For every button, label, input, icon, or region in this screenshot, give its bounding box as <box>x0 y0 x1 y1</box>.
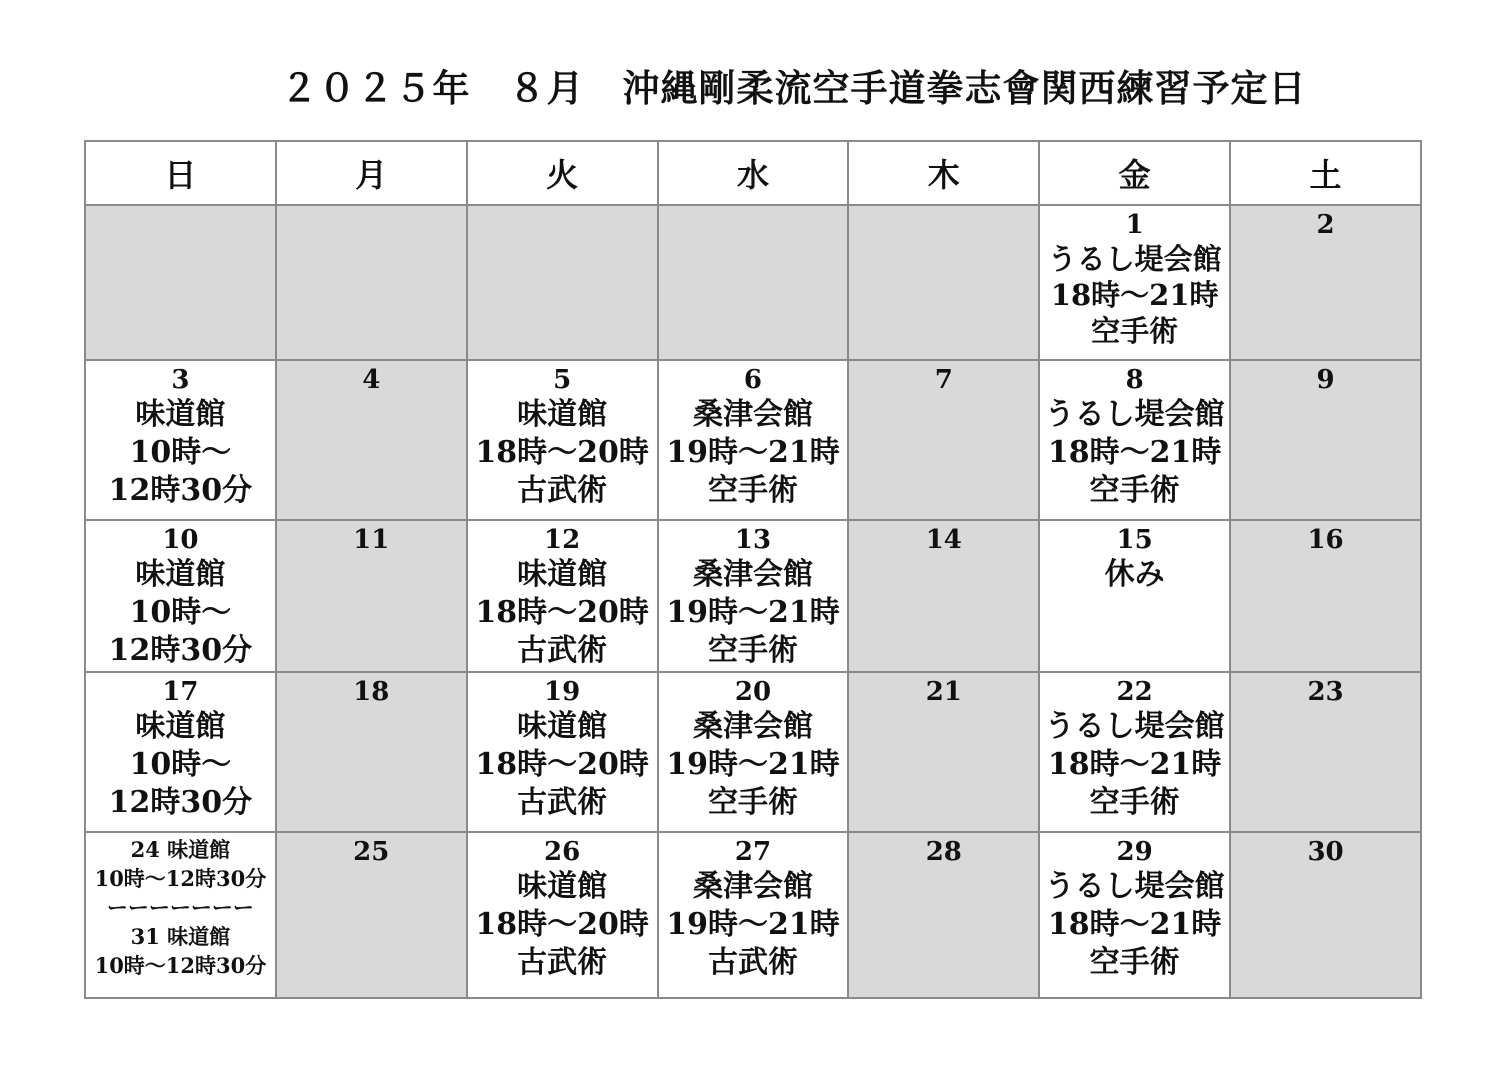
split-entry-line: 10時～12時30分 <box>94 953 267 978</box>
day-number: 8 <box>1125 365 1144 395</box>
day-number: 27 <box>734 837 772 867</box>
day-cell <box>467 520 658 672</box>
day-cell <box>848 360 1039 520</box>
event-line: 19時～21時 <box>666 435 840 470</box>
page-title: ２０２５年 ８月 沖縄剛柔流空手道拳志會関西練習予定日 <box>280 66 1307 110</box>
day-cell <box>848 832 1039 998</box>
day-cell <box>658 205 849 360</box>
event-line: 味道館 <box>517 557 608 592</box>
event-line: 古武術 <box>517 633 608 668</box>
event-line: 桑津会館 <box>692 869 813 904</box>
day-number: 15 <box>1116 525 1153 555</box>
day-number: 29 <box>1116 837 1153 867</box>
day-number: 3 <box>171 365 190 395</box>
day-cell <box>1039 205 1230 360</box>
day-number: 16 <box>1307 525 1344 555</box>
event-line: うるし堤会館 <box>1047 242 1222 276</box>
split-entry-line: ーーーーーーー <box>106 895 254 920</box>
day-number: 13 <box>734 525 772 555</box>
day-cell <box>1230 832 1421 998</box>
weekday-tue: 火 <box>467 141 658 205</box>
day-cell <box>467 672 658 832</box>
event-line: 18時～20時 <box>475 747 649 782</box>
calendar-table <box>84 140 1422 999</box>
week-row <box>85 672 1421 832</box>
event-line: 空手術 <box>707 785 798 820</box>
day-cell <box>848 672 1039 832</box>
day-cell <box>276 520 467 672</box>
day-cell <box>1039 360 1230 520</box>
event-line: 空手術 <box>1089 473 1180 508</box>
split-entry-line: 24 味道館 <box>130 837 231 862</box>
event-line: 12時30分 <box>108 633 253 668</box>
day-number: 7 <box>934 365 953 395</box>
event-line: 12時30分 <box>108 785 253 820</box>
weekday-sat: 土 <box>1230 141 1421 205</box>
day-number: 18 <box>353 677 390 707</box>
day-number: 28 <box>925 837 962 867</box>
event-line: 桑津会館 <box>692 397 813 432</box>
day-number: 5 <box>553 365 572 395</box>
day-number: 4 <box>362 365 381 395</box>
day-number: 11 <box>353 525 390 555</box>
event-line: 古武術 <box>517 945 608 980</box>
day-cell <box>848 205 1039 360</box>
event-line: 18時～20時 <box>475 595 649 630</box>
event-line: 味道館 <box>517 709 608 744</box>
day-cell <box>658 520 849 672</box>
day-cell <box>1039 832 1230 998</box>
event-line: 古武術 <box>517 473 608 508</box>
day-cell <box>276 205 467 360</box>
day-cell <box>467 205 658 360</box>
event-line: 味道館 <box>517 397 608 432</box>
day-cell <box>1039 520 1230 672</box>
day-number: 1 <box>1125 210 1144 240</box>
day-cell <box>85 832 276 998</box>
event-line: うるし堤会館 <box>1044 869 1225 904</box>
day-cell <box>848 520 1039 672</box>
week-row <box>85 832 1421 998</box>
event-line: 空手術 <box>1089 785 1180 820</box>
day-number: 14 <box>925 525 962 555</box>
event-line: 10時～ <box>129 595 232 630</box>
day-number: 22 <box>1116 677 1153 707</box>
day-number: 9 <box>1316 365 1335 395</box>
day-cell <box>276 360 467 520</box>
event-line: 19時～21時 <box>666 907 840 942</box>
day-number: 10 <box>162 525 199 555</box>
day-cell <box>85 205 276 360</box>
day-cell <box>658 672 849 832</box>
day-cell <box>658 360 849 520</box>
day-cell <box>276 832 467 998</box>
day-cell <box>658 832 849 998</box>
event-line: 味道館 <box>517 869 608 904</box>
day-number: 17 <box>162 677 199 707</box>
event-line: 19時～21時 <box>666 747 840 782</box>
day-cell <box>1230 360 1421 520</box>
day-cell <box>276 672 467 832</box>
event-line: 10時～ <box>129 747 232 782</box>
weekday-thu: 木 <box>848 141 1039 205</box>
event-line: 18時～21時 <box>1047 435 1222 470</box>
event-line: 18時～20時 <box>475 435 649 470</box>
event-line: 10時～ <box>129 435 232 470</box>
event-line: 桑津会館 <box>692 557 813 592</box>
event-line: 桑津会館 <box>692 709 813 744</box>
day-cell <box>85 360 276 520</box>
event-line: 空手術 <box>707 633 798 668</box>
event-line: 古武術 <box>517 785 608 820</box>
day-cell <box>467 832 658 998</box>
day-number: 30 <box>1307 837 1344 867</box>
event-line: 味道館 <box>135 397 226 432</box>
day-number: 12 <box>544 525 581 555</box>
day-cell <box>467 360 658 520</box>
day-cell <box>1230 672 1421 832</box>
event-line: うるし堤会館 <box>1044 397 1225 432</box>
event-line: 18時～21時 <box>1047 747 1222 782</box>
day-number: 2 <box>1316 210 1335 240</box>
event-line: 18時～21時 <box>1047 907 1222 942</box>
event-line: 休み <box>1104 557 1165 592</box>
day-number: 21 <box>925 677 962 707</box>
weekday-header-row <box>85 141 1421 205</box>
day-number: 19 <box>544 677 581 707</box>
event-line: 18時～20時 <box>475 907 649 942</box>
day-number: 23 <box>1307 677 1344 707</box>
week-row <box>85 205 1421 360</box>
day-number: 26 <box>544 837 581 867</box>
event-line: 味道館 <box>135 557 226 592</box>
day-number: 6 <box>743 365 762 395</box>
event-line: 空手術 <box>1089 945 1180 980</box>
day-number: 20 <box>734 677 772 707</box>
day-cell <box>1039 672 1230 832</box>
weekday-sun: 日 <box>85 141 276 205</box>
day-cell <box>1230 205 1421 360</box>
week-row <box>85 360 1421 520</box>
weekday-mon: 月 <box>276 141 467 205</box>
event-line: 19時～21時 <box>666 595 840 630</box>
event-line: うるし堤会館 <box>1044 709 1225 744</box>
event-line: 味道館 <box>135 709 226 744</box>
weekday-wed: 水 <box>658 141 849 205</box>
split-entry-line: 31 味道館 <box>130 924 231 949</box>
week-row <box>85 520 1421 672</box>
event-line: 古武術 <box>707 945 798 980</box>
event-line: 空手術 <box>707 473 798 508</box>
event-line: 12時30分 <box>108 473 253 508</box>
weekday-fri: 金 <box>1039 141 1230 205</box>
day-cell <box>1230 520 1421 672</box>
day-cell <box>85 520 276 672</box>
event-line: 18時～21時 <box>1050 278 1219 312</box>
split-entry-line: 10時～12時30分 <box>94 866 267 891</box>
day-number: 25 <box>353 837 390 867</box>
event-line: 空手術 <box>1091 314 1179 348</box>
day-cell <box>85 672 276 832</box>
